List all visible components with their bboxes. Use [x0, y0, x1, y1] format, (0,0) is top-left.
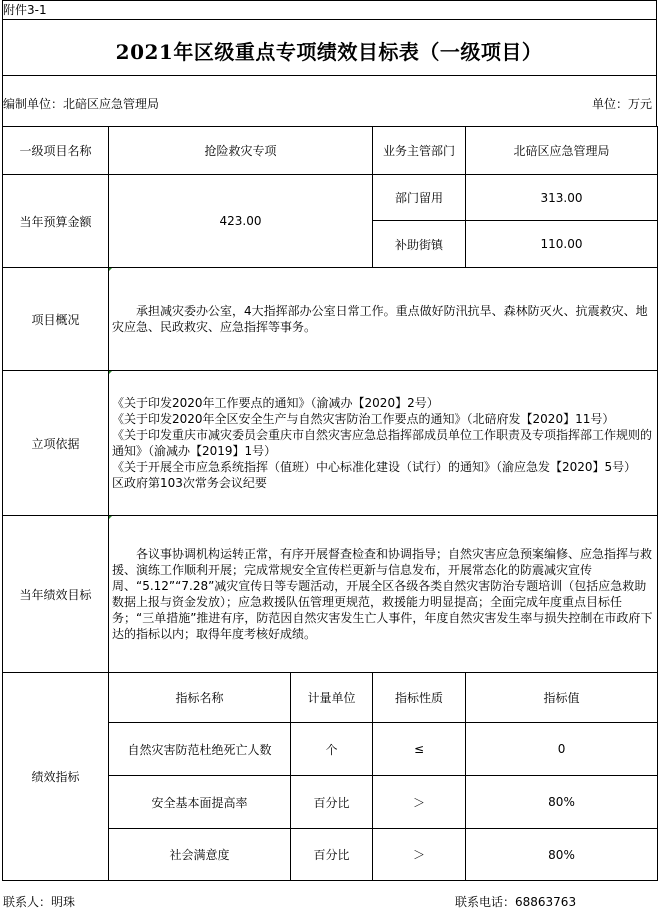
attachment-label: 附件3-1	[3, 3, 47, 17]
indicator-nature: ＞	[373, 829, 466, 881]
project-row	[3, 127, 658, 175]
goal-text: 各议事协调机构运转正常，有序开展督查检查和协调指导；自然灾害应急预案编修、应急指挥与救援、演练工作顺利开展；完成常规安全宣传栏更新与信息发布，开展常态化的防震减灾宣传周、“5.12”“7.28”减灾宣传日等专题活动，开展全区各级各类自然灾害防治专题培训（包括应急救助数据上报与资金发放）；应急救援队伍管理更规范，救援能力明显提高；全面完成年度重点目标任务；“三单措施”推进有序，防范因自然灾害发生亡人事件，年度自然灾害发生率与损失控制在市政府下达的指标以内；取得年度考核好成绩。	[109, 516, 658, 673]
page-title: 2021年区级重点专项绩效目标表（一级项目）	[115, 40, 543, 64]
project-name-label: 一级项目名称	[3, 127, 109, 175]
basis-line: 《关于印发重庆市减灾委员会重庆市自然灾害应急总指挥部成员单位工作职责及专项指挥部工作规则的通知》（渝减办【2019】1号）	[112, 428, 653, 458]
indicator-value: 80%	[466, 776, 658, 829]
budget-label: 当年预算金额	[3, 175, 109, 268]
overview-label: 项目概况	[3, 268, 109, 371]
overview-text: 承担减灾委办公室，4大指挥部办公室日常工作。重点做好防汛抗旱、森林防灭火、抗震救灾、地灾应急、民政救灾、应急指挥等事务。	[109, 268, 658, 371]
retained-value: 313.00	[466, 175, 658, 221]
indicator-unit: 百分比	[291, 829, 373, 881]
budget-total: 423.00	[109, 175, 373, 268]
overview-row	[3, 268, 658, 371]
goal-label: 当年绩效目标	[3, 516, 109, 673]
indicator-unit: 个	[291, 723, 373, 776]
subsidy-label: 补助街镇	[373, 221, 466, 268]
indicator-header-value: 指标值	[466, 673, 658, 723]
indicators-label: 绩效指标	[3, 673, 109, 881]
performance-table	[2, 126, 658, 881]
basis-row	[3, 371, 658, 516]
indicator-name: 自然灾害防范杜绝死亡人数	[109, 723, 291, 776]
basis-line: 区政府第103次常务会议纪要	[112, 476, 267, 490]
retained-label: 部门留用	[373, 175, 466, 221]
indicator-value: 80%	[466, 829, 658, 881]
goal-row	[3, 516, 658, 673]
indicator-name: 安全基本面提高率	[109, 776, 291, 829]
contact-label: 联系人：明珠	[3, 895, 76, 909]
indicator-unit: 百分比	[291, 776, 373, 829]
budget-row	[3, 175, 658, 221]
dept-label: 业务主管部门	[373, 127, 466, 175]
indicator-nature: ＞	[373, 776, 466, 829]
project-name-value: 抢险救灾专项	[109, 127, 373, 175]
subsidy-value: 110.00	[466, 221, 658, 268]
basis-cell	[109, 371, 658, 516]
basis-line: 《关于印发2020年工作要点的通知》（渝减办【2020】2号）	[112, 396, 439, 410]
indicator-value: 0	[466, 723, 658, 776]
basis-line: 《关于开展全市应急系统指挥（值班）中心标准化建设（试行）的通知》（渝应急发【2020】5号）	[112, 460, 637, 474]
indicator-nature: ≤	[373, 723, 466, 776]
indicator-header-row	[3, 673, 658, 723]
dept-value: 北碚区应急管理局	[466, 127, 658, 175]
indicator-header-nature: 指标性质	[373, 673, 466, 723]
unit-label: 单位：万元	[591, 97, 652, 111]
org-label: 编制单位：北碚区应急管理局	[3, 97, 160, 111]
basis-label: 立项依据	[3, 371, 109, 516]
phone-label: 联系电话：68863763	[455, 895, 577, 909]
indicator-name: 社会满意度	[109, 829, 291, 881]
indicator-header-name: 指标名称	[109, 673, 291, 723]
indicator-header-unit: 计量单位	[291, 673, 373, 723]
basis-line: 《关于印发2020年全区安全生产与自然灾害防治工作要点的通知》（北碚府发【2020】11号）	[112, 412, 615, 426]
